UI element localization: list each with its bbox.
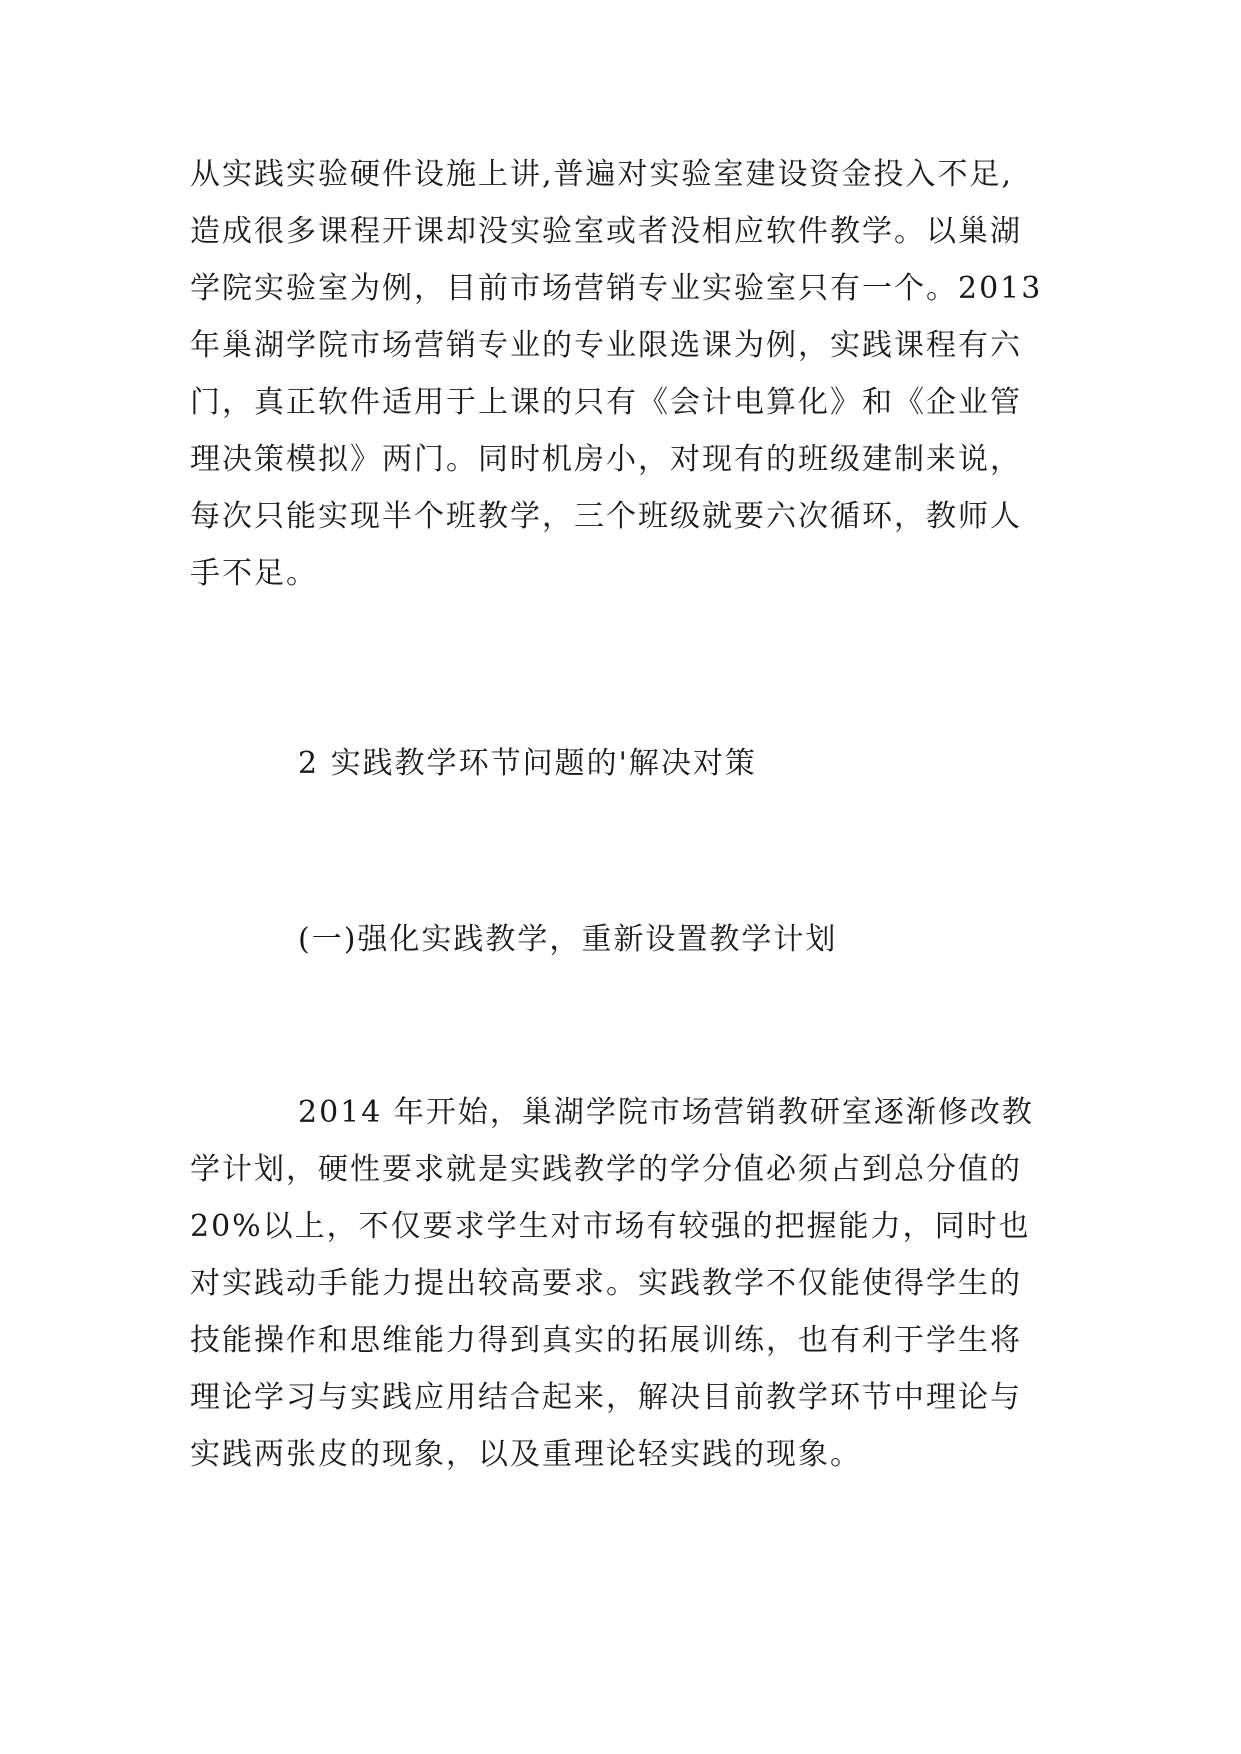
subsection-heading: (一)强化实践教学，重新设置教学计划 xyxy=(298,922,838,957)
text-line: 20%以上，不仅要求学生对市场有较强的把握能力，同时也 xyxy=(190,1209,1031,1244)
text-line: 每次只能实现半个班教学，三个班级就要六次循环，教师人 xyxy=(190,499,1022,534)
text-line: 手不足。 xyxy=(190,556,318,591)
text-line: 2014 年开始，巢湖学院市场营销教研室逐渐修改教 xyxy=(298,1095,1034,1130)
section-heading: 2 实践教学环节问题的'解决对策 xyxy=(298,746,757,781)
text-line: 理论学习与实践应用结合起来，解决目前教学环节中理论与 xyxy=(190,1380,1022,1415)
text-line: 造成很多课程开课却没实验室或者没相应软件教学。以巢湖 xyxy=(190,214,1022,249)
text-line: 年巢湖学院市场营销专业的专业限选课为例，实践课程有六 xyxy=(190,328,1022,363)
text-line: 学计划，硬性要求就是实践教学的学分值必须占到总分值的 xyxy=(190,1152,1022,1187)
text-line: 门，真正软件适用于上课的只有《会计电算化》和《企业管 xyxy=(190,385,1022,420)
text-line: 从实践实验硬件设施上讲,普遍对实验室建设资金投入不足, xyxy=(190,157,1014,192)
text-line: 技能操作和思维能力得到真实的拓展训练，也有利于学生将 xyxy=(190,1323,1022,1358)
text-line: 学院实验室为例，目前市场营销专业实验室只有一个。2013 xyxy=(190,271,1043,306)
text-line: 理决策模拟》两门。同时机房小，对现有的班级建制来说， xyxy=(190,442,1022,477)
text-line: 实践两张皮的现象，以及重理论轻实践的现象。 xyxy=(190,1437,862,1472)
text-line: 对实践动手能力提出较高要求。实践教学不仅能使得学生的 xyxy=(190,1266,1022,1301)
